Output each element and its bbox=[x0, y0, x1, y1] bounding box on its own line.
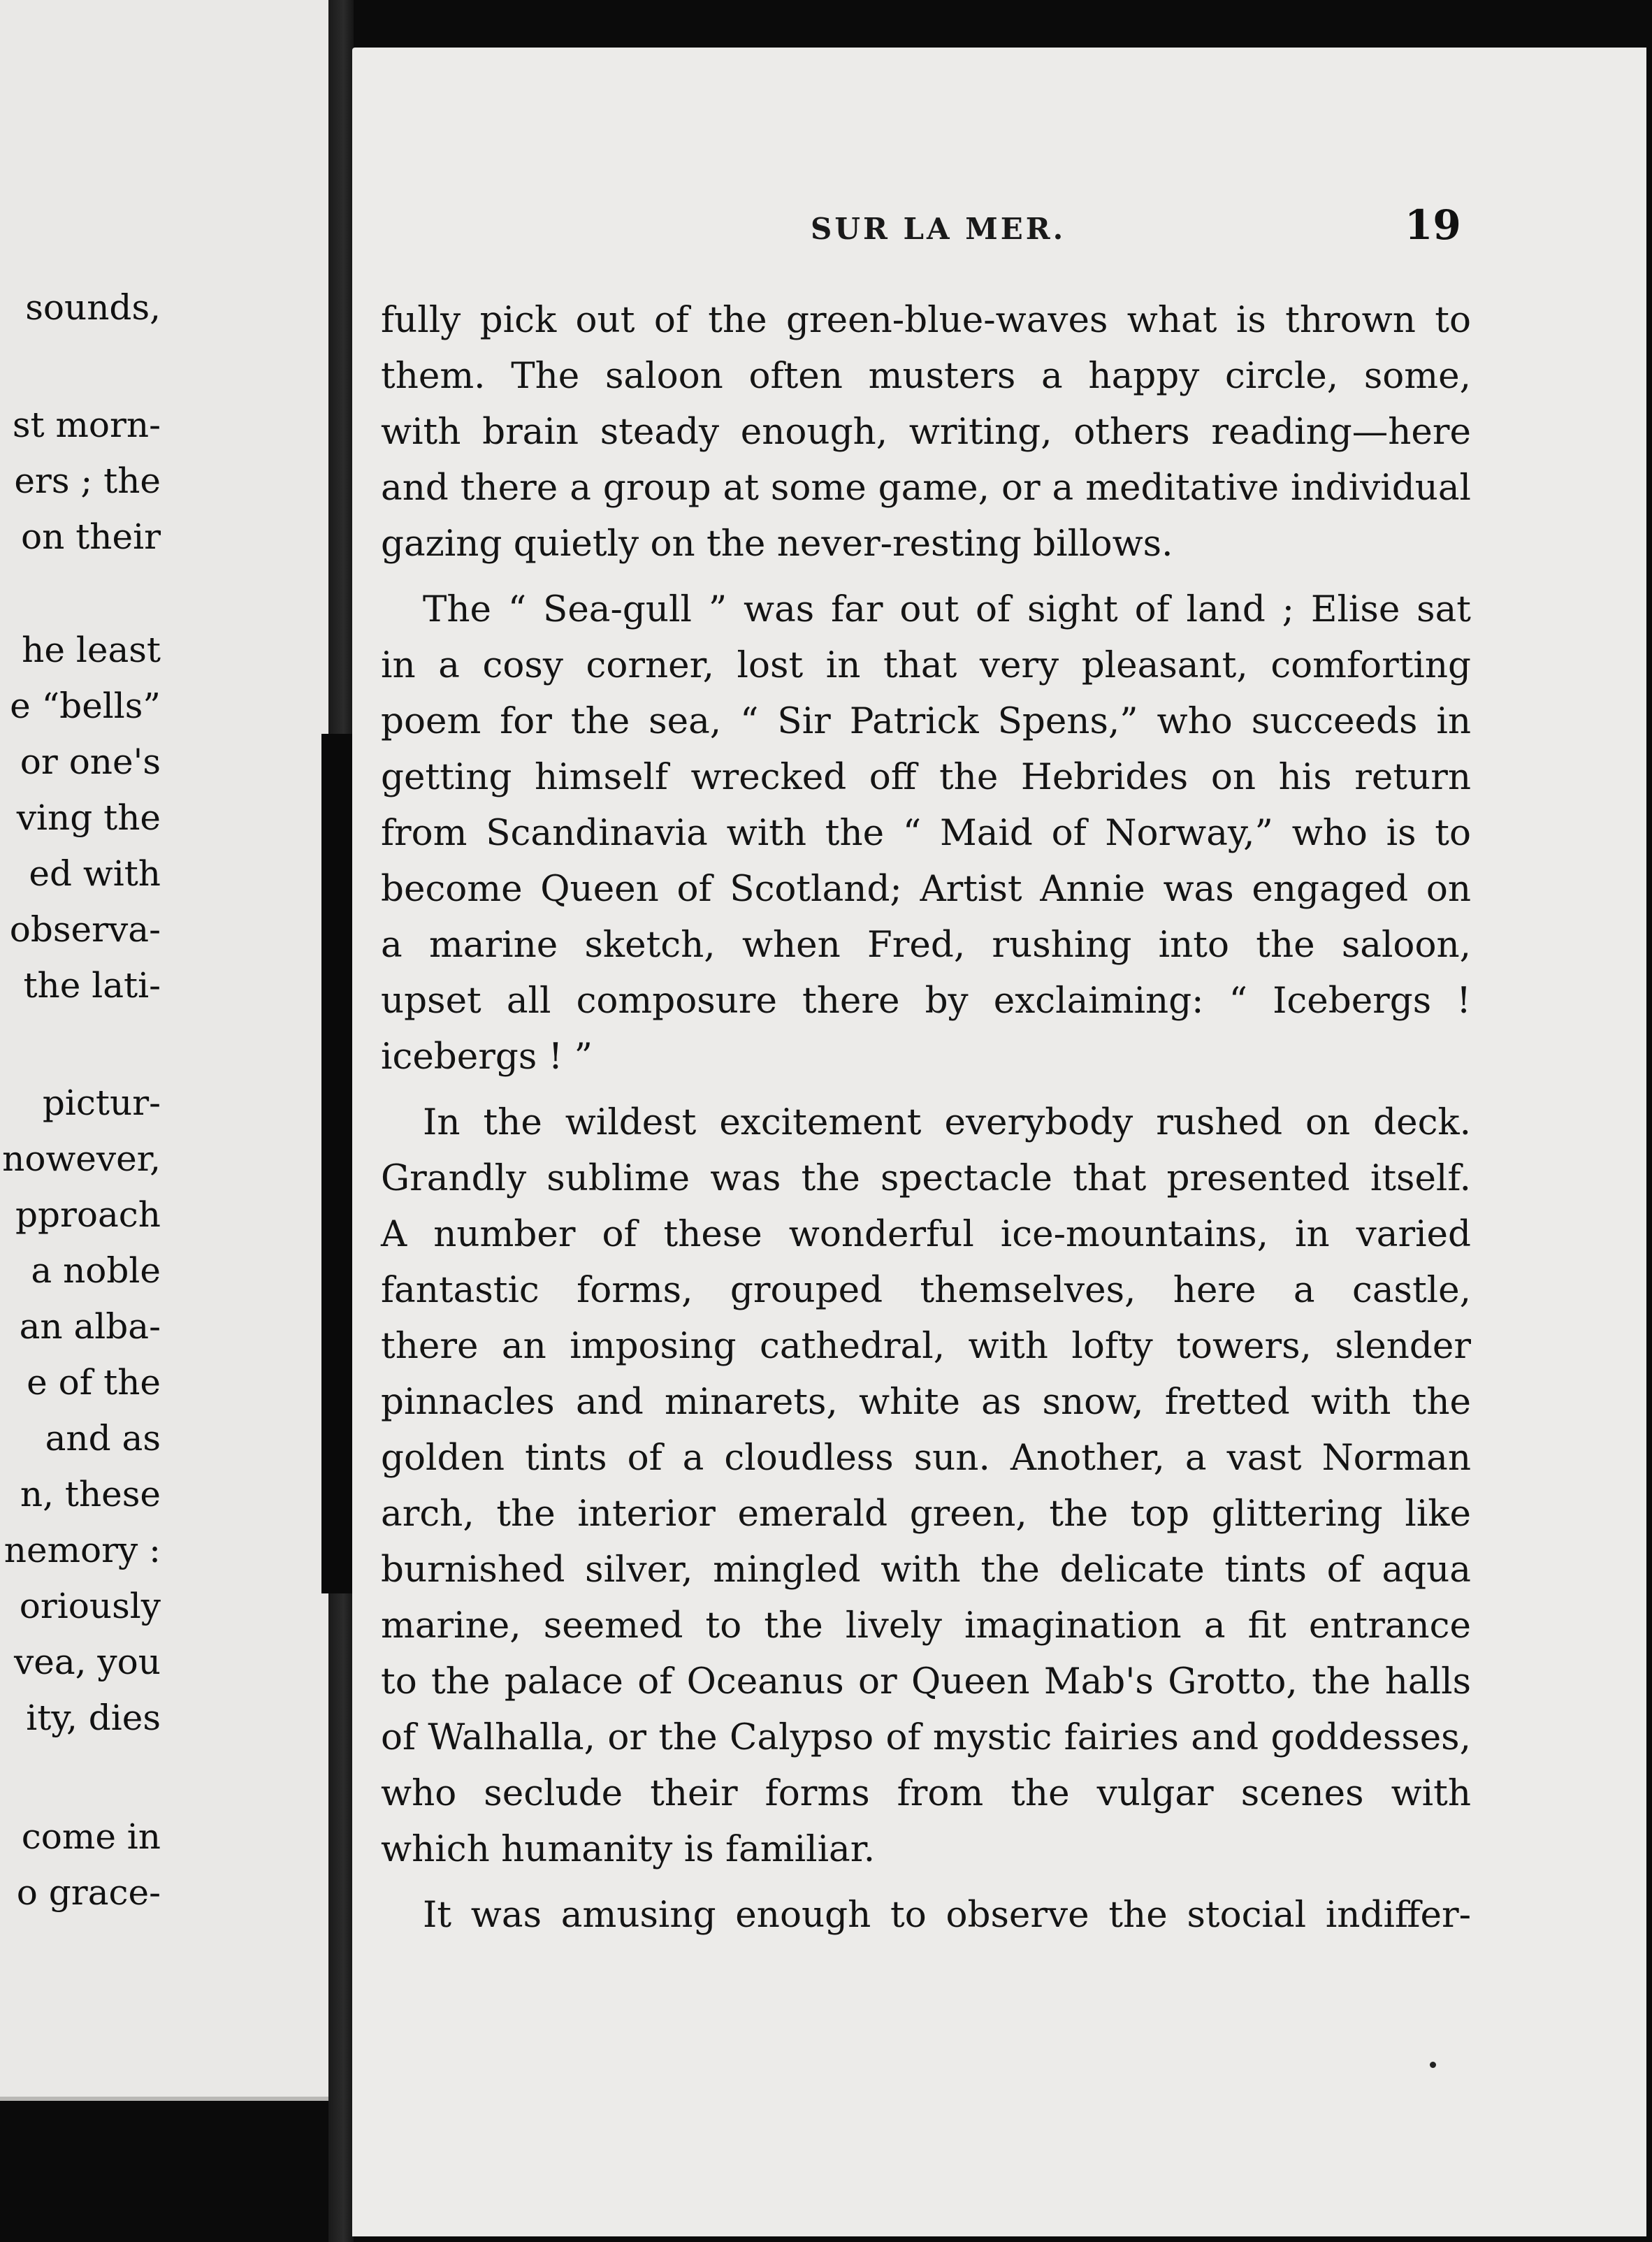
left-page-fragment: nemory : bbox=[3, 1530, 161, 1570]
left-page-fragment: st morn- bbox=[12, 405, 161, 445]
left-page-fragment: sounds, bbox=[25, 287, 161, 328]
text-line: A number of these wonderful ice-mountains, in varied bbox=[381, 1213, 1471, 1255]
text-line: icebergs ! ” bbox=[381, 1036, 593, 1078]
text-line: to the palace of Oceanus or Queen Mab's Grotto, the halls bbox=[381, 1661, 1471, 1702]
text-line: marine, seemed to the lively imagination a fit entrance bbox=[381, 1605, 1471, 1647]
left-page-fragment: oriously bbox=[19, 1586, 161, 1626]
left-page-fragment: nowever, bbox=[2, 1138, 161, 1179]
paragraph bbox=[381, 581, 1471, 1085]
left-page-fragment: ed with bbox=[29, 853, 161, 894]
left-page-fragment: he least bbox=[22, 630, 161, 670]
text-line: poem for the sea, “ Sir Patrick Spens,” who succeeds in bbox=[381, 700, 1471, 742]
text-line: burnished silver, mingled with the delicate tints of aqua bbox=[381, 1549, 1471, 1591]
text-line: getting himself wrecked off the Hebrides on his return bbox=[381, 756, 1471, 798]
left-page-fragment: or one's bbox=[20, 742, 161, 782]
text-line: become Queen of Scotland; Artist Annie was engaged on bbox=[381, 868, 1471, 910]
text-line: upset all composure there by exclaiming: “ Icebergs ! bbox=[381, 980, 1471, 1022]
text-line: It was amusing enough to observe the stocial indiffer- bbox=[423, 1894, 1471, 1936]
text-line: there an imposing cathedral, with lofty towers, slender bbox=[381, 1325, 1471, 1367]
left-page-fragment: n, these bbox=[20, 1474, 161, 1514]
left-page-fragment: e of the bbox=[27, 1362, 161, 1403]
text-line: who seclude their forms from the vulgar scenes with bbox=[381, 1772, 1471, 1814]
left-page-fragment: on their bbox=[21, 516, 161, 557]
text-line: them. The saloon often musters a happy circle, some, bbox=[381, 355, 1471, 397]
left-page-fragment: ving the bbox=[16, 797, 161, 838]
paragraph bbox=[381, 292, 1471, 572]
left-page-fragment: an alba- bbox=[19, 1306, 161, 1347]
text-line: which humanity is familiar. bbox=[381, 1828, 876, 1870]
left-page-fragment: observa- bbox=[9, 909, 161, 950]
text-line: fully pick out of the green-blue-waves what is thrown to bbox=[381, 299, 1471, 341]
left-page-fragment: pproach bbox=[15, 1194, 161, 1235]
text-line: in a cosy corner, lost in that very pleasant, comforting bbox=[381, 644, 1471, 686]
text-line: The “ Sea-gull ” was far out of sight of land ; Elise sat bbox=[423, 588, 1471, 630]
dust-speck bbox=[1430, 2062, 1436, 2068]
body-text bbox=[381, 292, 1471, 1943]
text-line: and there a group at some game, or a meditative individual bbox=[381, 467, 1471, 509]
running-head-title: SUR LA MER. bbox=[811, 212, 1066, 246]
text-line: with brain steady enough, writing, others reading—here bbox=[381, 411, 1471, 453]
text-line: a marine sketch, when Fred, rushing into the saloon, bbox=[381, 924, 1471, 966]
page-number: 19 bbox=[1405, 201, 1461, 249]
text-line: pinnacles and minarets, white as snow, fretted with the bbox=[381, 1381, 1471, 1423]
left-page-fragment: e “bells” bbox=[10, 686, 161, 726]
left-page-fragment: o grace- bbox=[16, 1872, 161, 1913]
text-line: of Walhalla, or the Calypso of mystic fairies and goddesses, bbox=[381, 1716, 1471, 1758]
left-page-fragment: come in bbox=[21, 1816, 161, 1857]
text-line: arch, the interior emerald green, the top glittering like bbox=[381, 1493, 1471, 1535]
left-page-fragment: and as bbox=[45, 1418, 161, 1459]
left-page-fragment: ity, dies bbox=[26, 1698, 161, 1738]
left-page-fragment: vea, you bbox=[14, 1642, 161, 1682]
left-page-fragment: the lati- bbox=[23, 965, 161, 1006]
left-page-fragment: ers ; the bbox=[14, 461, 161, 501]
text-line: In the wildest excitement everybody rushed on deck. bbox=[423, 1101, 1471, 1143]
text-line: Grandly sublime was the spectacle that presented itself. bbox=[381, 1157, 1471, 1199]
left-page bbox=[0, 0, 328, 2101]
paragraph bbox=[381, 1094, 1471, 1877]
text-line: gazing quietly on the never-resting billows. bbox=[381, 523, 1173, 565]
text-line: fantastic forms, grouped themselves, here a castle, bbox=[381, 1269, 1471, 1311]
text-line: from Scandinavia with the “ Maid of Norway,” who is to bbox=[381, 812, 1471, 854]
text-line: golden tints of a cloudless sun. Another, a vast Norman bbox=[381, 1437, 1471, 1479]
paragraph bbox=[381, 1887, 1471, 1943]
left-page-fragment: pictur- bbox=[42, 1083, 161, 1123]
left-page-fragment: a noble bbox=[31, 1250, 161, 1291]
